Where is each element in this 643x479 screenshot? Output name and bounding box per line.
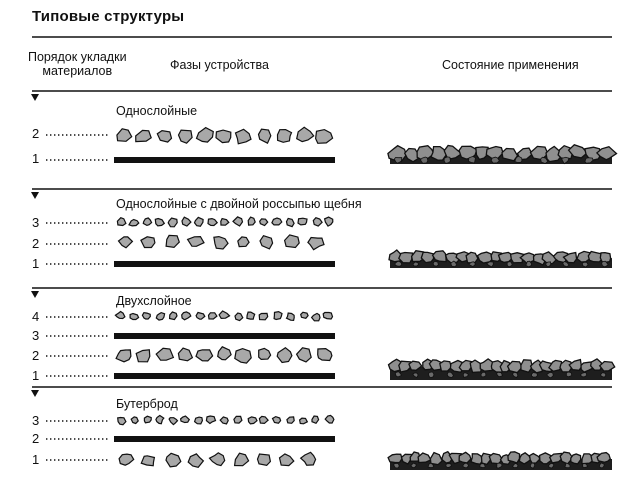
stone-shape: [325, 415, 334, 423]
stone-shape: [209, 313, 217, 319]
stone-shape: [260, 236, 273, 249]
stone-shape: [540, 453, 551, 464]
stone-shape: [287, 313, 295, 320]
stone-shape: [236, 129, 252, 144]
stone-shape: [297, 348, 312, 362]
stone-shape: [169, 418, 177, 425]
binder-layer-bar: [114, 261, 335, 267]
stone-shape: [444, 157, 450, 164]
stone-shape: [234, 416, 242, 423]
layer-number: 3: [32, 215, 40, 230]
stone-shape: [142, 313, 150, 319]
stone-shape: [601, 373, 606, 378]
stone-shape: [312, 416, 319, 423]
stone-shape: [179, 130, 193, 143]
stone-shape: [418, 453, 431, 463]
stone-shape: [571, 454, 581, 464]
stone-shape: [141, 456, 154, 466]
stone-shape: [214, 237, 228, 249]
stone-shape: [156, 313, 164, 321]
stone-shape: [248, 217, 255, 225]
stone-shape: [259, 348, 271, 359]
stone-shape: [119, 237, 133, 248]
header-order-line1: Порядок укладки: [28, 50, 127, 64]
layer-number: 2: [32, 236, 40, 251]
stone-shape: [308, 238, 324, 250]
stone-shape: [129, 220, 139, 226]
stone-shape: [235, 349, 251, 364]
stone-shape: [157, 131, 171, 143]
stone-shape: [116, 350, 131, 362]
stone-shape: [235, 453, 249, 466]
layer-number: 4: [32, 309, 40, 324]
stone-shape: [188, 237, 204, 247]
stone-shape: [273, 417, 281, 424]
stone-shape: [325, 217, 333, 226]
stone-shape: [188, 454, 203, 467]
layer-number: 1: [32, 368, 40, 383]
stone-shape: [259, 313, 268, 319]
stone-shape: [156, 348, 173, 360]
stone-shape: [248, 417, 257, 424]
stone-shape: [131, 417, 138, 424]
stone-shape: [440, 361, 452, 371]
stone-shape: [394, 463, 400, 468]
stone-shape: [297, 127, 314, 141]
stone-shape: [143, 218, 151, 226]
stone-shape: [117, 129, 132, 142]
stone-shape: [218, 347, 231, 360]
stone-shape: [196, 350, 213, 361]
stone-shape: [469, 156, 476, 163]
stone-shape: [280, 454, 294, 466]
stone-shape: [318, 349, 332, 361]
section-marker-icon: [31, 192, 39, 199]
stone-shape: [272, 218, 282, 225]
stone-shape: [181, 416, 190, 422]
stone-shape: [287, 417, 294, 423]
leader-lines: [46, 135, 108, 460]
stone-shape: [166, 235, 179, 247]
stone-shape: [285, 235, 300, 248]
stone-shape: [258, 454, 271, 465]
stone-shape: [430, 453, 442, 465]
stone-shape: [566, 372, 572, 377]
section-marker-icon: [31, 291, 39, 298]
aggregate-stones: [115, 127, 334, 467]
stone-shape: [481, 372, 486, 377]
stone-shape: [277, 348, 292, 363]
stone-shape: [119, 454, 134, 465]
stone-shape: [300, 418, 308, 424]
header-state: Состояние применения: [442, 58, 579, 72]
section-label-single: Однослойные: [116, 104, 198, 118]
diagram-title: Типовые структуры: [32, 8, 185, 25]
stone-shape: [168, 218, 177, 227]
finished-surfaces: [388, 145, 617, 470]
section-marker-icon: [31, 94, 39, 101]
stone-shape: [195, 417, 203, 424]
stone-shape: [118, 418, 126, 425]
section-marker-icon: [31, 390, 39, 397]
stone-shape: [233, 217, 243, 226]
stone-shape: [170, 312, 177, 320]
stone-shape: [141, 237, 155, 248]
stone-shape: [197, 128, 214, 143]
stone-shape: [580, 373, 586, 377]
stone-shape: [136, 130, 152, 141]
stone-shape: [115, 312, 125, 319]
stone-shape: [313, 218, 322, 226]
stone-shape: [206, 416, 215, 424]
stone-shape: [208, 219, 217, 226]
stone-shape: [463, 463, 469, 468]
stone-shape: [600, 362, 615, 372]
stone-shape: [301, 452, 316, 465]
stone-shape: [195, 217, 204, 226]
stone-shape: [182, 217, 191, 226]
stone-shape: [259, 416, 268, 423]
stone-shape: [508, 452, 520, 463]
header-order-line2: материалов: [42, 64, 113, 78]
stone-shape: [480, 464, 486, 468]
stone-shape: [301, 312, 308, 318]
stone-shape: [144, 416, 151, 423]
stone-shape: [178, 348, 192, 361]
stone-shape: [507, 262, 512, 267]
binder-layer-bar: [114, 157, 335, 163]
stone-shape: [166, 453, 181, 467]
layer-number: 2: [32, 126, 40, 141]
stone-shape: [155, 219, 164, 226]
stone-shape: [278, 130, 292, 143]
section-label-two-layer: Двухслойное: [116, 294, 192, 308]
stone-shape: [312, 313, 320, 320]
stone-shape: [235, 313, 243, 321]
binder-layer-bar: [114, 333, 335, 339]
stone-shape: [219, 311, 229, 318]
stone-shape: [546, 262, 551, 267]
stone-shape: [238, 237, 249, 247]
layer-number: 1: [32, 256, 40, 271]
stone-shape: [532, 373, 538, 378]
header-phases: Фазы устройства: [170, 58, 269, 72]
layer-number: 1: [32, 452, 40, 467]
stone-shape: [388, 454, 402, 462]
stone-shape: [530, 463, 534, 468]
stone-shape: [428, 372, 434, 378]
stone-shape: [489, 454, 502, 464]
stone-shape: [287, 218, 295, 226]
stone-shape: [323, 313, 332, 320]
stone-shape: [117, 218, 126, 226]
stone-shape: [399, 253, 413, 263]
stone-shape: [433, 261, 438, 266]
stone-shape: [259, 129, 271, 143]
stone-shape: [216, 130, 231, 143]
stone-shape: [260, 219, 268, 226]
section-label-sandwich: Бутерброд: [116, 397, 178, 411]
layer-number: 3: [32, 328, 40, 343]
layer-number: 2: [32, 348, 40, 363]
stone-shape: [210, 453, 225, 466]
stone-shape: [221, 219, 229, 226]
layer-number: 1: [32, 151, 40, 166]
stone-shape: [316, 130, 333, 144]
stone-shape: [247, 312, 255, 319]
binder-layer-bar: [114, 436, 335, 442]
binder-layer-bar: [114, 373, 335, 379]
stone-shape: [196, 313, 205, 320]
stone-shape: [136, 350, 150, 362]
section-label-double-chip: Однослойные с двойной россыпью щебня: [116, 197, 362, 211]
stone-shape: [274, 312, 282, 320]
layer-number: 2: [32, 431, 40, 446]
stone-shape: [298, 218, 307, 225]
stone-shape: [220, 417, 228, 424]
stone-shape: [502, 149, 518, 161]
stone-shape: [130, 314, 139, 320]
layer-number: 3: [32, 413, 40, 428]
stone-shape: [466, 252, 478, 263]
stone-shape: [156, 416, 164, 424]
stone-shape: [182, 312, 191, 320]
stone-shape: [446, 464, 451, 468]
